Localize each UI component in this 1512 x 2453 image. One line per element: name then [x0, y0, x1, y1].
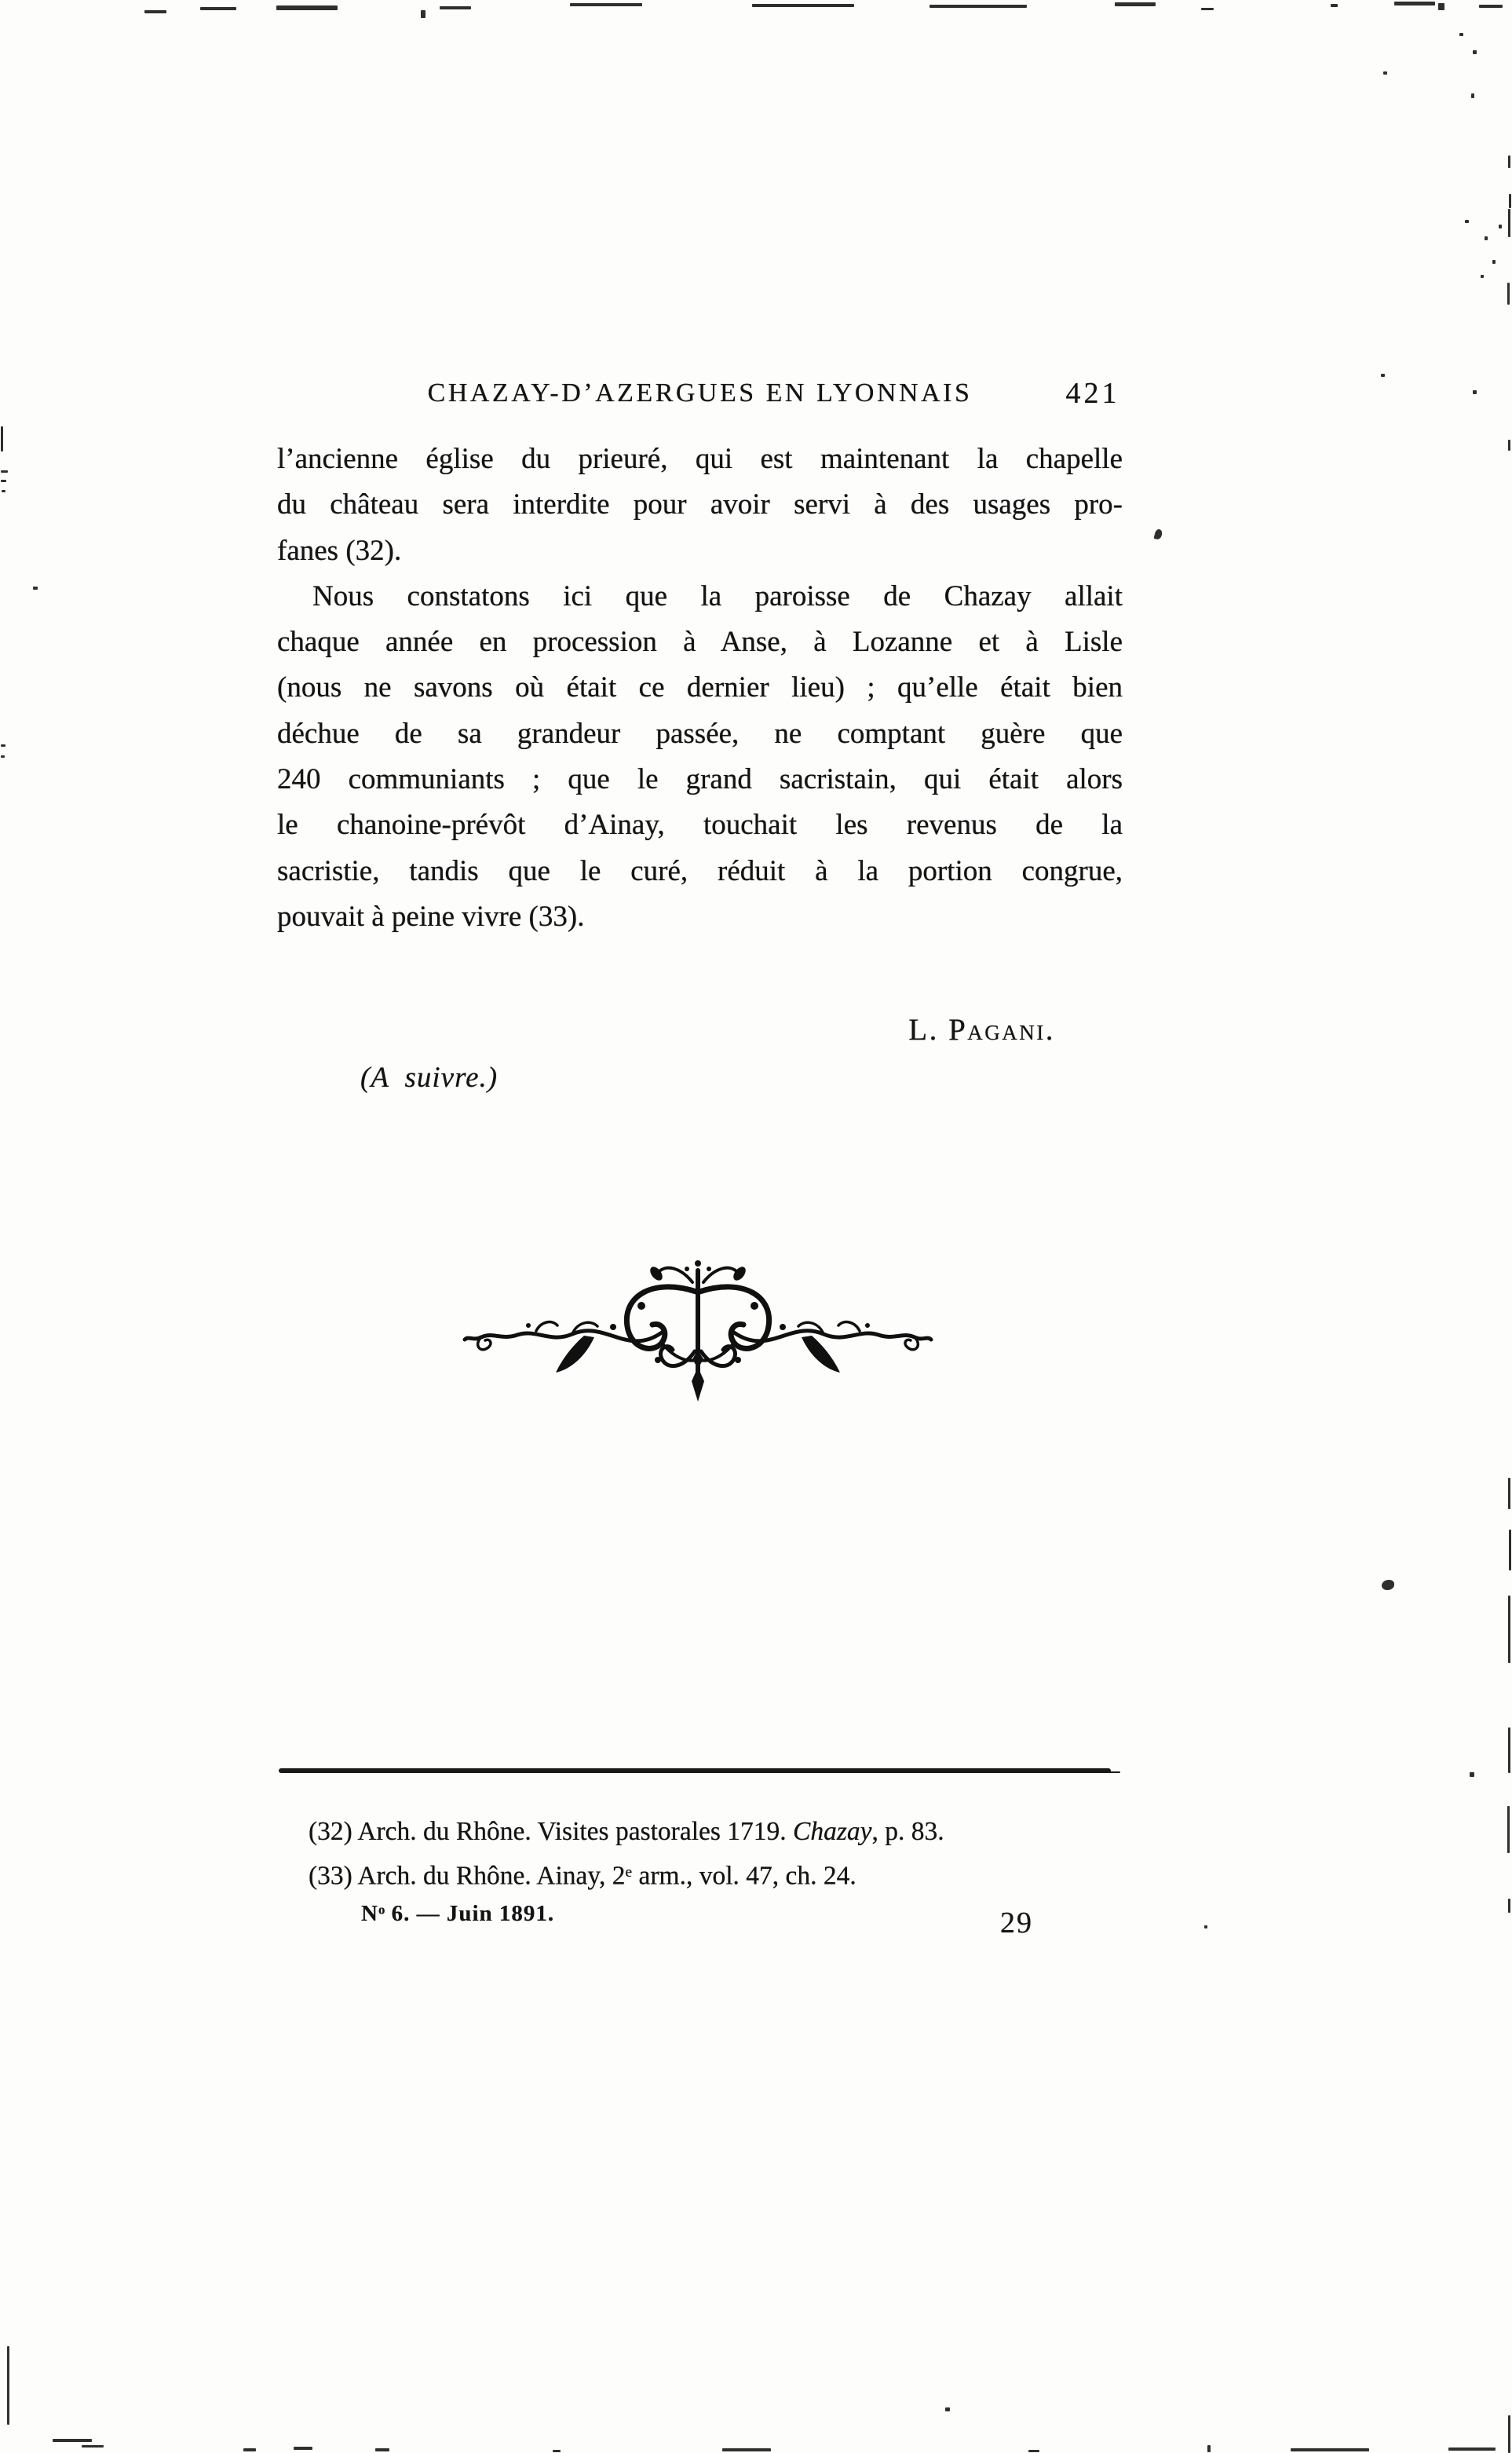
scan-artifact [1471, 93, 1474, 98]
scan-artifact [1438, 3, 1444, 10]
scan-artifact [1394, 2, 1435, 5]
body-line: du château sera interdite pour avoir servi à des usages pro- [277, 488, 1123, 521]
footnote-text: (33) Arch. du Rhône. Ainay, 2 [309, 1862, 626, 1891]
scan-artifact [945, 2407, 950, 2411]
scan-artifact [276, 5, 338, 10]
issue-imprint [361, 1901, 554, 1927]
footnote-33 [309, 1852, 1125, 1893]
body-line: l’ancienne église du prieuré, qui est maintenant la chapelle [277, 443, 1123, 475]
body-line: pouvait à peine vivre (33). [277, 900, 585, 933]
scan-artifact [1470, 1772, 1474, 1777]
scan-artifact [144, 10, 166, 13]
scan-artifact [1509, 194, 1511, 208]
scan-artifact [1499, 225, 1502, 228]
scan-artifact [1383, 71, 1387, 75]
footnote-32 [309, 1811, 1125, 1852]
scan-artifact [1, 744, 5, 747]
body-line: le chanoine-prévôt d’Ainay, touchait les revenus de la [277, 809, 1123, 842]
scan-artifact [1479, 5, 1503, 8]
scan-artifact [1508, 1478, 1510, 1509]
scan-artifact [33, 587, 38, 590]
scan-artifact [1507, 1806, 1510, 1853]
scan-artifact [82, 2445, 104, 2448]
footnote-italic-title: Chazay [793, 1817, 872, 1846]
imprint-text: N [361, 1901, 378, 1926]
scan-artifact [2, 490, 5, 492]
footnote-text: , p. 83. [871, 1817, 944, 1846]
footnote-divider-rule [279, 1768, 1111, 1773]
scan-artifact [375, 2448, 389, 2451]
scan-artifact [1459, 33, 1463, 36]
body-line: sacristie, tandis que le curé, réduit à la portion congrue, [277, 854, 1123, 887]
scan-artifact [1, 426, 3, 451]
scan-artifact [1, 480, 6, 482]
body-line: chaque année en procession à Anse, à Lozanne et à Lisle [277, 626, 1123, 659]
scan-artifact [1, 470, 8, 473]
scan-artifact [1508, 155, 1510, 168]
superscript: e [625, 1864, 633, 1881]
scan-artifact [294, 2447, 312, 2450]
body-line: Nous constatons ici que la paroisse de Chazay allait [312, 579, 1123, 612]
scan-artifact [1508, 1596, 1510, 1663]
scan-artifact [7, 2346, 9, 2425]
scan-artifact [1331, 4, 1338, 7]
scan-artifact [1154, 528, 1163, 540]
scan-artifact [1508, 1727, 1510, 1773]
scan-artifact [1509, 1530, 1511, 1570]
scan-artifact [1201, 8, 1214, 10]
scan-artifact [440, 6, 471, 9]
scan-artifact [1508, 209, 1510, 237]
running-title: CHAZAY-D’AZERGUES EN LYONNAIS [427, 378, 973, 408]
footnote-text: arm., vol. 47, ch. 24. [632, 1862, 856, 1891]
superscript: o [378, 1902, 385, 1917]
scan-artifact [1381, 374, 1385, 377]
page-number: 421 [1065, 377, 1120, 410]
scan-artifact [1508, 2415, 1510, 2453]
scan-artifact [1492, 260, 1496, 264]
scan-artifact [1473, 50, 1477, 54]
footnotes [309, 1811, 1125, 1894]
scan-artifact [421, 10, 425, 18]
scan-artifact [1, 755, 5, 758]
scan-artifact [1291, 2448, 1369, 2451]
scan-artifact [1204, 1925, 1207, 1928]
scan-artifact [200, 7, 236, 10]
scan-artifact [1508, 1899, 1510, 1913]
author-signature: L. Pagani. [908, 1013, 1055, 1047]
scan-artifact [1115, 2, 1156, 6]
body-line: (nous ne savons où était ce dernier lieu) ; qu’elle était bien [277, 671, 1123, 704]
body-line: 240 communiants ; que le grand sacristain, qui était alors [277, 763, 1123, 796]
scan-artifact [553, 2450, 561, 2452]
body-text [277, 437, 1123, 940]
scan-artifact [1465, 220, 1469, 223]
scan-artifact [1485, 236, 1488, 240]
body-line: déchue de sa grandeur passée, ne comptant guère que [277, 717, 1123, 750]
imprint-text: 6. — Juin 1891. [385, 1901, 555, 1926]
scan-artifact [1481, 275, 1484, 278]
scan-artifact [1508, 440, 1510, 451]
body-line: fanes (32). [277, 534, 402, 567]
scan-artifact [53, 2439, 92, 2442]
scan-artifact [1382, 1580, 1394, 1590]
continuation-note: (A suivre.) [360, 1062, 499, 1094]
scan-artifact [570, 3, 642, 6]
scan-artifact [752, 4, 854, 7]
scan-artifact [1473, 390, 1477, 394]
scan-artifact [243, 2448, 256, 2451]
scan-artifact [1207, 2445, 1211, 2452]
scan-artifact [929, 5, 1027, 8]
printer-ornament-icon [459, 1257, 937, 1402]
scan-artifact [1507, 283, 1510, 305]
scan-artifact [1028, 2450, 1039, 2452]
footnote-text: (32) Arch. du Rhône. Visites pastorales 1719. [309, 1817, 794, 1846]
scan-artifact [1448, 2448, 1496, 2451]
scan-artifact [722, 2448, 771, 2451]
sheet-number: 29 [1000, 1906, 1033, 1939]
